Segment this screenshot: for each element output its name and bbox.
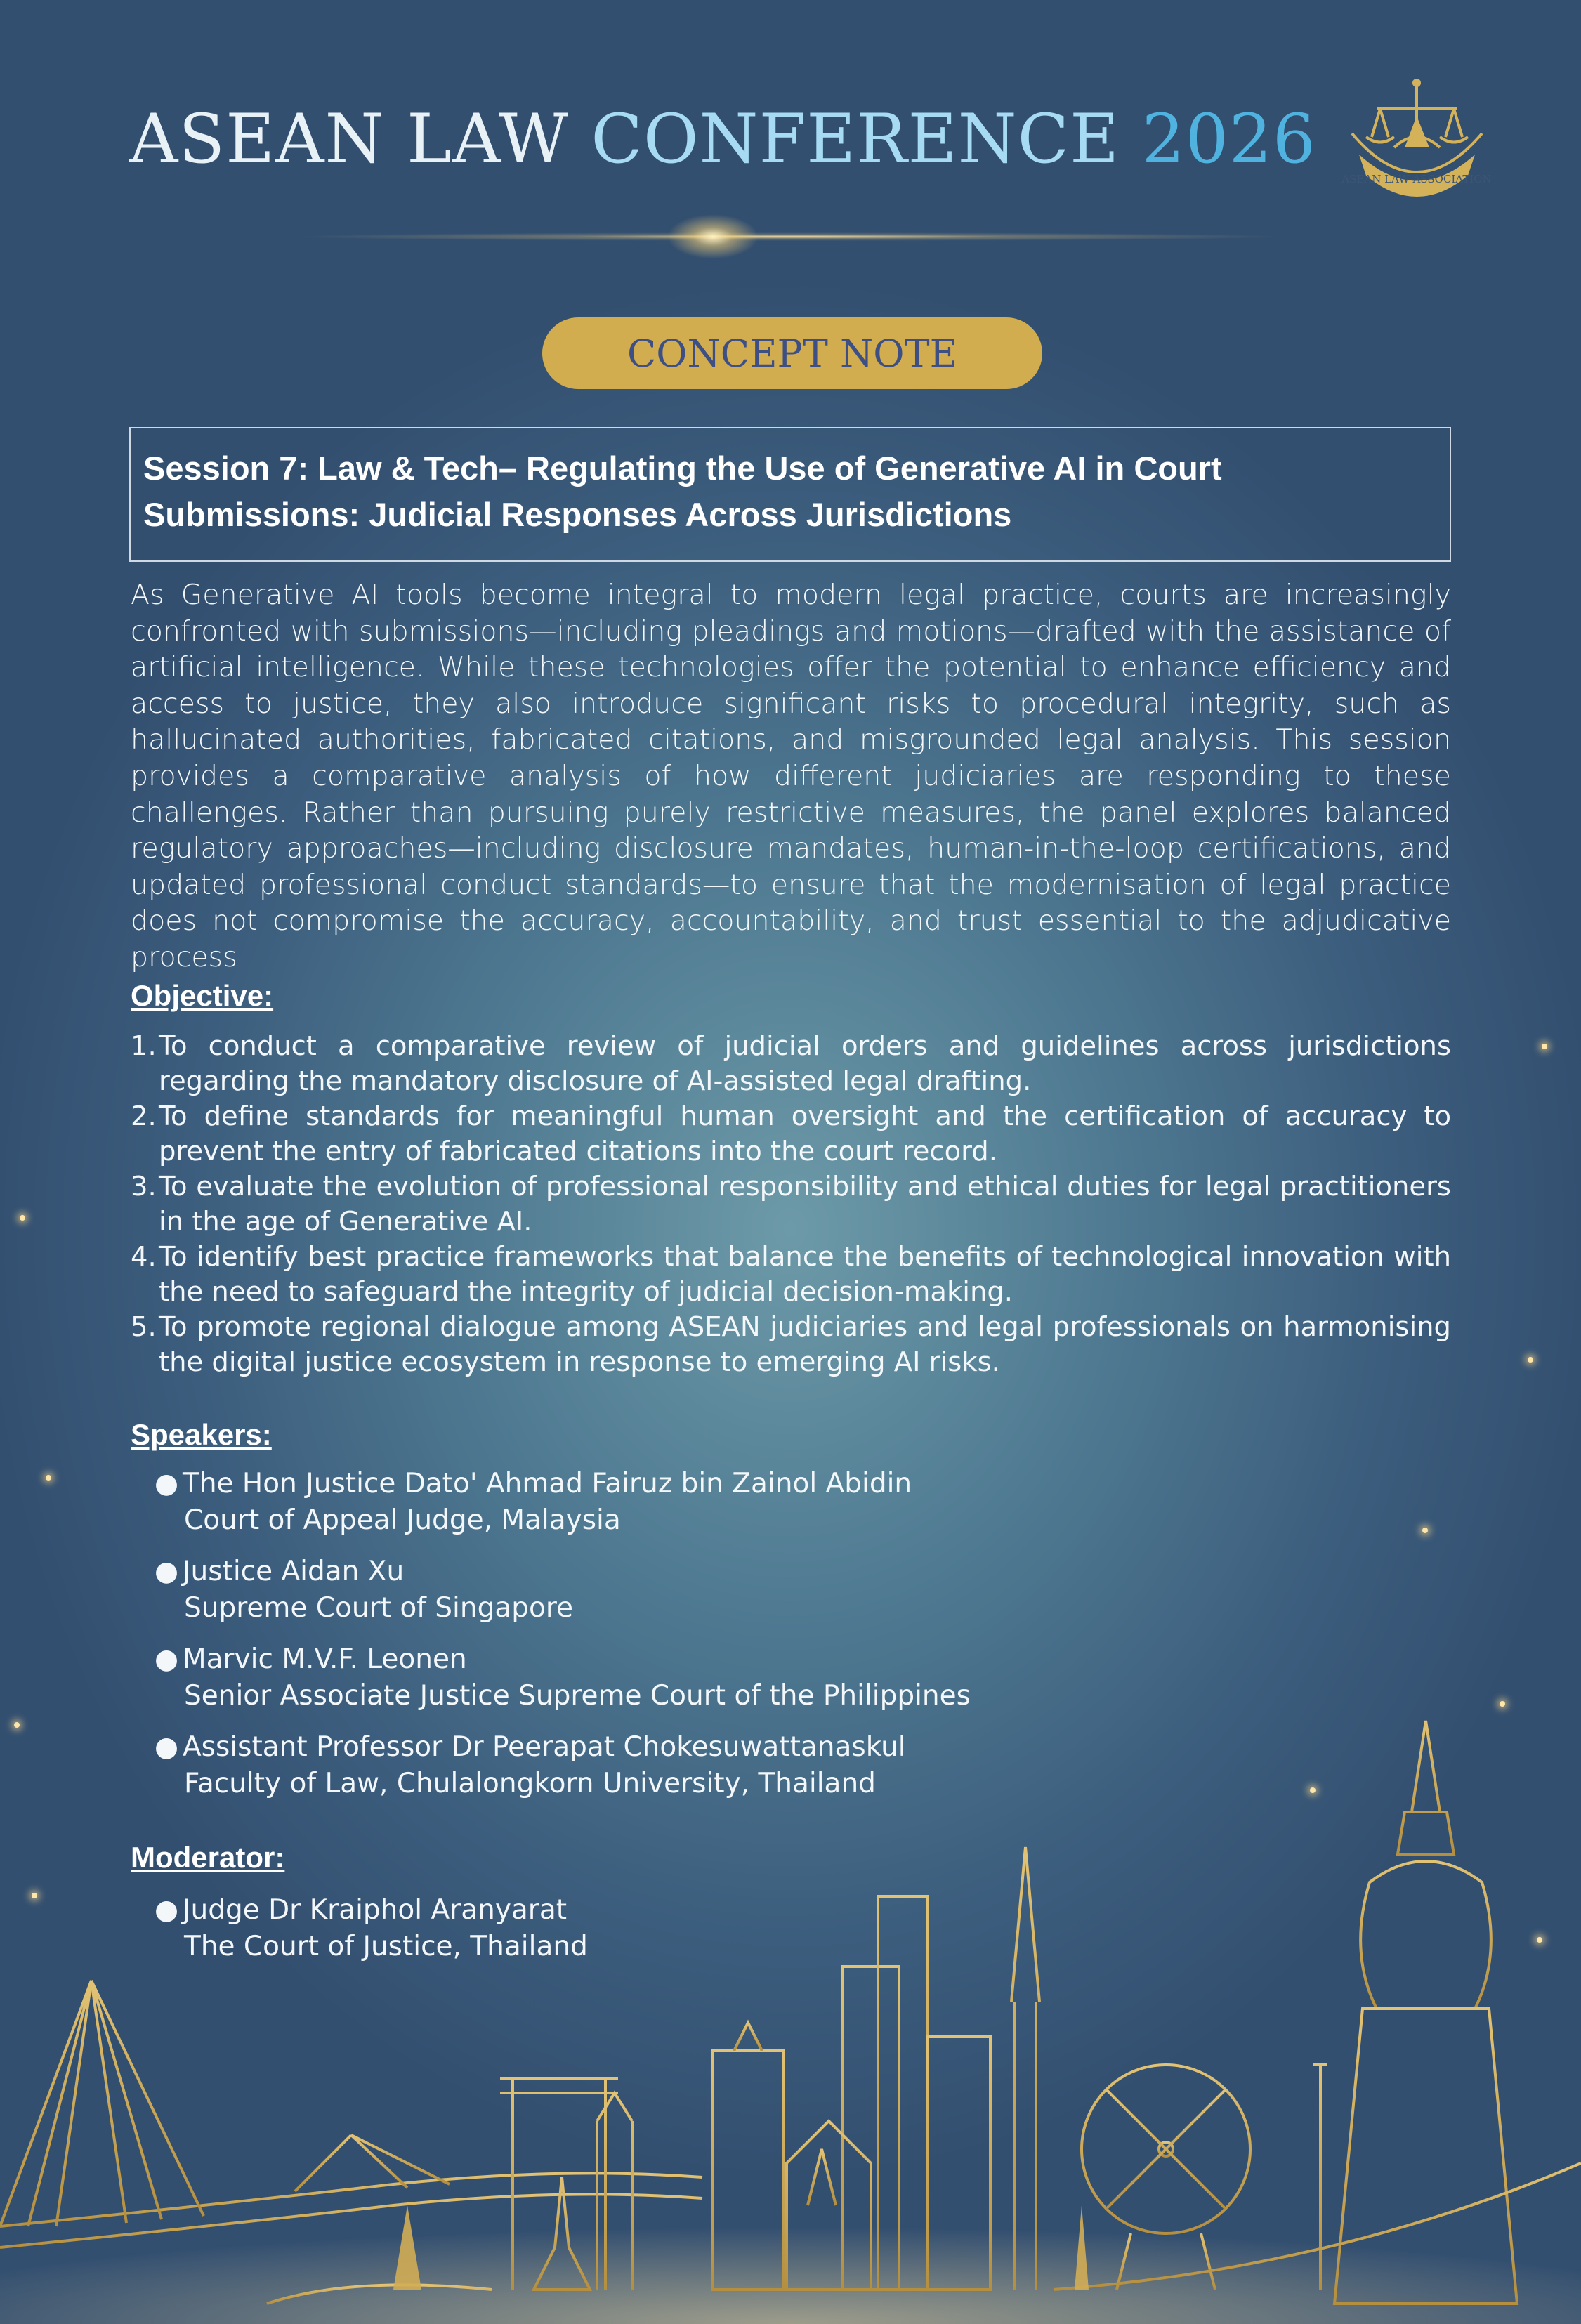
objective-number: 3. (131, 1171, 157, 1202)
title-part-conference: CONFERENCE (591, 100, 1142, 178)
logo-text: ASEAN LAW ASSOCIATION (1341, 173, 1492, 185)
sparkle-icon (1528, 1357, 1533, 1363)
objective-heading: Objective: (131, 979, 274, 1012)
objective-text: To conduct a comparative review of judicial orders and guidelines across jurisdictions regarding the mandatory disclosure of AI-assisted legal drafting. (159, 1030, 1451, 1097)
intro-paragraph: As Generative AI tools become integral to modern legal practice, courts are increasingly confronted with submissions—including pleadings and motions—drafted with the assistance of artificial intelligence. While these technologies offer the potential to enhance efficiency and access to justice, they also introduce significant risks to procedural integrity, such as hallucinated authorities, fabricated citations, and misgrounded legal analysis. This session provides a comparative analysis of how different judiciaries are responding to these challenges. Rather than pursuing purely restrictive measures, the panel explores balanced regulatory approaches—including disclosure mandates, human-in-the-loop certifications, and updated professional conduct standards—to ensure that the modernisation of legal practice does not compromise the accuracy, accountability, and trust essential to the adjudicative process (131, 579, 1451, 973)
asean-law-association-logo (1338, 77, 1496, 200)
objective-text: To promote regional dialogue among ASEAN judiciaries and legal professionals on harmonising the digital justice ecosystem in response to emerging AI risks. (159, 1311, 1451, 1378)
sparkle-icon (32, 1893, 37, 1898)
objective-number: 5. (131, 1311, 157, 1343)
title-part-year: 2026 (1141, 100, 1316, 178)
header-divider-line (0, 226, 1581, 247)
sparkle-icon (1310, 1787, 1316, 1793)
bullet-icon: ● (155, 1556, 179, 1587)
moderator-name: Judge Dr Kraiphol Aranyarat (183, 1894, 568, 1926)
sparkle-icon (1422, 1528, 1428, 1533)
sparkle-icon (46, 1475, 51, 1481)
moderator-role: The Court of Justice, Thailand (184, 1931, 588, 1962)
session-title-line2: Submissions: Judicial Responses Across Jurisdictions (143, 496, 1012, 533)
asean-skyline-illustration (0, 1672, 1581, 2324)
objective-text: To evaluate the evolution of professional responsibility and ethical duties for legal practitioners in the age of Generative AI. (159, 1171, 1451, 1238)
objective-text: To identify best practice frameworks that balance the benefits of technological innovation with the need to safeguard the integrity of judicial decision-making. (159, 1241, 1451, 1308)
objective-item (131, 1029, 1451, 1099)
speaker-role: Faculty of Law, Chulalongkorn University, Thailand (184, 1768, 876, 1799)
conference-title (129, 100, 1316, 178)
speaker-name: Marvic M.V.F. Leonen (183, 1643, 467, 1675)
objective-item (131, 1310, 1451, 1380)
moderator-heading: Moderator: (131, 1841, 285, 1874)
speaker-role: Court of Appeal Judge, Malaysia (184, 1504, 621, 1536)
session-title-line1: Session 7: Law & Tech– Regulating the Use of Generative AI in Court (143, 449, 1222, 487)
objectives-list (131, 1029, 1451, 1380)
bullet-icon: ● (155, 1468, 179, 1499)
objective-number: 2. (131, 1101, 157, 1132)
concept-note-badge (542, 317, 1042, 389)
objective-item (131, 1169, 1451, 1240)
sparkle-icon (20, 1215, 25, 1221)
speaker-name: Assistant Professor Dr Peerapat Chokesuwattanaskul (183, 1731, 906, 1763)
speaker-role: Supreme Court of Singapore (184, 1592, 574, 1624)
bullet-icon: ● (155, 1894, 179, 1926)
concept-note-label: CONCEPT NOTE (627, 331, 958, 376)
speaker-name: Justice Aidan Xu (183, 1556, 405, 1587)
session-title (143, 445, 1437, 538)
speaker-item (155, 1554, 1278, 1627)
speaker-role: Senior Associate Justice Supreme Court of the Philippines (184, 1680, 971, 1712)
session-title-box (129, 427, 1451, 562)
objective-number: 4. (131, 1241, 157, 1273)
objective-text: To define standards for meaningful human oversight and the certification of accuracy to prevent the entry of fabricated citations into the court record. (159, 1101, 1451, 1167)
speakers-heading: Speakers: (131, 1418, 272, 1451)
header-divider-glow (667, 214, 759, 259)
objective-item (131, 1240, 1451, 1310)
objective-number: 1. (131, 1030, 157, 1062)
objective-item (131, 1099, 1451, 1169)
sparkle-icon (1537, 1937, 1542, 1943)
sparkle-icon (14, 1722, 20, 1728)
sparkle-icon (1500, 1701, 1505, 1707)
title-part-asean-law: ASEAN LAW (129, 100, 591, 178)
speaker-name: The Hon Justice Dato' Ahmad Fairuz bin Zainol Abidin (183, 1468, 912, 1499)
bullet-icon: ● (155, 1643, 179, 1675)
speaker-item (155, 1466, 1278, 1539)
bullet-icon: ● (155, 1731, 179, 1763)
sparkle-icon (1542, 1044, 1547, 1049)
